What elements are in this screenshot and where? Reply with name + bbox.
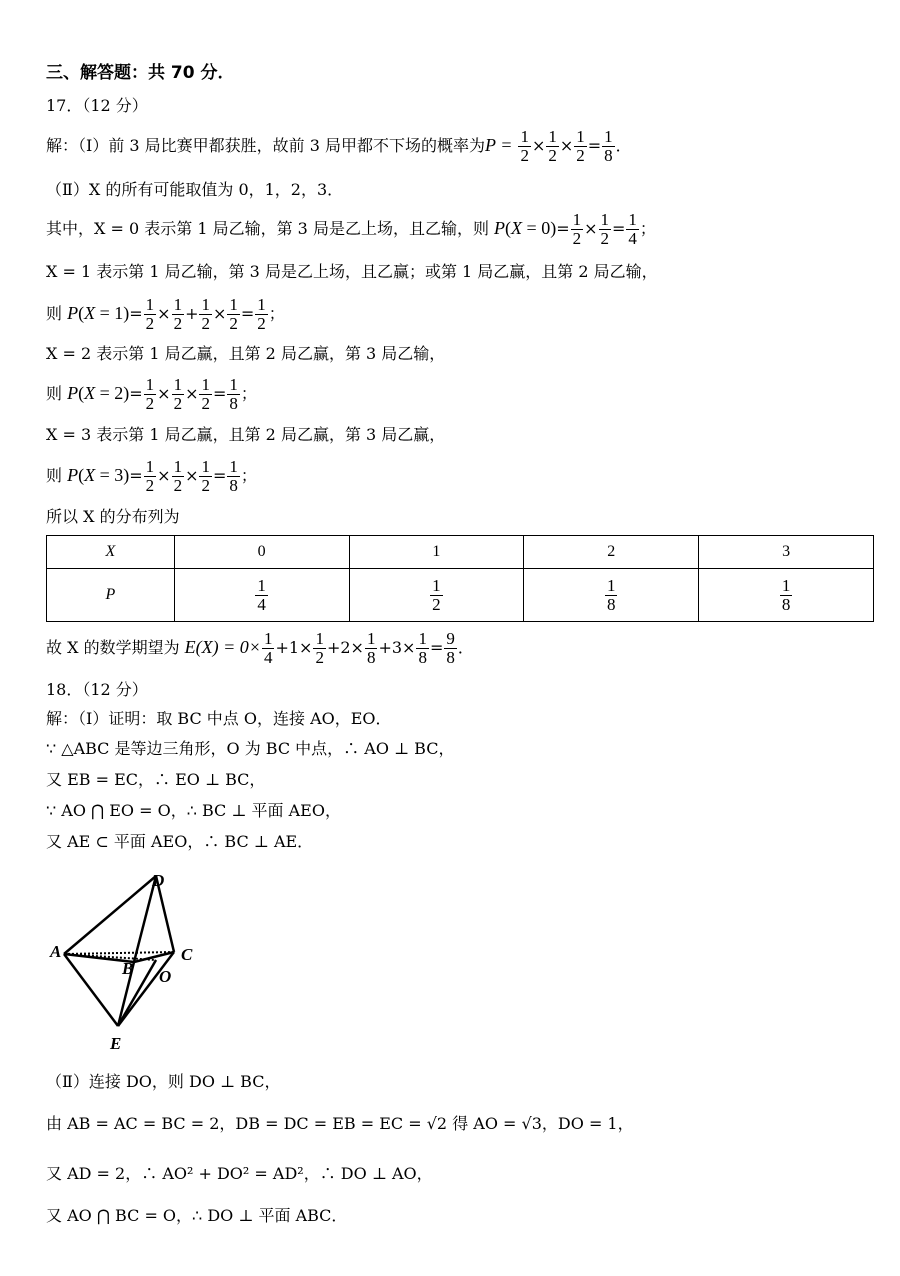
prob-den: 4 xyxy=(257,594,266,614)
q17-header: 17．（12 分） xyxy=(46,96,148,115)
q17-x2-prob: 则 P(X = 2)= $\frac{1}{2}$ × $\frac{1}{2}$ × $\frac{1}{2}$ = $\frac{1}{8}$ ； xyxy=(46,375,257,413)
q18-line: 又 EB = EC，∴ EO ⊥ BC， xyxy=(46,770,266,789)
table-cell: 1 xyxy=(349,536,524,569)
label-o: O xyxy=(159,967,172,986)
q17-part1-eq: P = xyxy=(485,135,513,155)
table-cell xyxy=(524,569,699,622)
q18-header: 18．（12 分） xyxy=(46,680,148,699)
q17-x2-prefix: 则 xyxy=(46,384,63,403)
label-d: D xyxy=(152,871,165,890)
q18-line: 又 AE ⊂ 平面 AEO，∴ BC ⊥ AE． xyxy=(46,832,314,851)
q17-x1-prob: 则 P(X = 1)= $\frac{1}{2}$ × $\frac{1}{2}$ + $\frac{1}{2}$ × $\frac{1}{2}$ = $\frac{1}{2}$ ； xyxy=(46,295,285,333)
q17-dist-intro: 所以 X 的分布列为 xyxy=(46,507,180,526)
table-cell xyxy=(349,569,524,622)
section-title: 三、解答题：共 70 分． xyxy=(46,63,235,83)
prob-num: 1 xyxy=(432,575,441,595)
q17-x3-text: X = 3 表示第 1 局乙赢，且第 2 局乙赢，第 3 局乙赢， xyxy=(46,425,446,444)
table-header-p: P xyxy=(47,569,175,622)
q18-line: ∵ AO ⋂ EO = O，∴ BC ⊥ 平面 AEO， xyxy=(46,801,341,820)
q17-part1-text: 解：（Ⅰ）前 3 局比赛甲都获胜，故前 3 局甲都不下场的概率为 xyxy=(46,136,486,155)
table-cell xyxy=(699,569,874,622)
table-row xyxy=(47,569,874,622)
prob-num: 1 xyxy=(257,575,266,595)
q18-line: ∵ △ABC 是等边三角形，O 为 BC 中点，∴ AO ⊥ BC， xyxy=(46,739,455,758)
q18-line: 又 AD = 2，∴ AO² + DO² = AD²，∴ DO ⊥ AO， xyxy=(46,1164,433,1183)
prob-num: 1 xyxy=(606,575,616,595)
q18-line: 又 AO ⋂ BC = O，∴ DO ⊥ 平面 ABC． xyxy=(46,1206,348,1225)
prob-den: 8 xyxy=(781,594,791,614)
q17-x0-text: 其中，X = 0 表示第 1 局乙输，第 3 局是乙上场，且乙输，则 xyxy=(46,219,489,238)
q18-line: （Ⅱ）连接 DO，则 DO ⊥ BC， xyxy=(46,1072,281,1091)
table-row xyxy=(47,536,874,569)
distribution-table xyxy=(46,535,874,622)
exp-den: 8 xyxy=(446,648,455,667)
q17-x1-text: X = 1 表示第 1 局乙输，第 3 局是乙上场，且乙赢；或第 1 局乙赢，且第 2 局乙输， xyxy=(46,262,658,281)
q17-x2-text: X = 2 表示第 1 局乙赢，且第 2 局乙赢，第 3 局乙输， xyxy=(46,344,446,363)
prob-den: 2 xyxy=(432,594,441,614)
label-e: E xyxy=(110,1034,122,1053)
q17-x3-prob: 则 P(X = 3)= $\frac{1}{2}$ × $\frac{1}{2}$ × $\frac{1}{2}$ = $\frac{1}{8}$ ； xyxy=(46,457,257,495)
q17-exp-prefix: 故 X 的数学期望为 xyxy=(46,638,180,657)
table-header-x: X xyxy=(47,536,175,569)
label-a: A xyxy=(50,942,62,961)
q17-x0: 其中，X = 0 表示第 1 局乙输，第 3 局是乙上场，且乙输，则 P(X = 0)= $\frac{1}{2}$ × $\frac{1}{2}$ = $\frac{1}{4}$ ； xyxy=(46,210,656,248)
q17-x3-prefix: 则 xyxy=(46,466,63,485)
table-cell xyxy=(174,569,349,622)
tetrahedron-figure xyxy=(46,866,216,1060)
tetrahedron-diagram xyxy=(46,866,216,1056)
label-b: B xyxy=(122,959,134,978)
exp-num: 9 xyxy=(446,629,455,648)
q17-exp-eq: E(X) = 0× xyxy=(184,637,261,657)
q17-expectation: 故 X 的数学期望为 E(X) = 0× $\frac{1}{4}$ +1× $\frac{1}{2}$ +2× $\frac{1}{8}$ +3× $\frac{1}{8}$ = $\frac{9}{8}$ ． xyxy=(46,629,474,667)
q17-part1: 解：（Ⅰ）前 3 局比赛甲都获胜，故前 3 局甲都不下场的概率为P = $\frac{1}{2}$ × $\frac{1}{2}$ × $\frac{1}{2}$ = $\frac{1}{8}$ ． xyxy=(46,127,632,165)
q18-line: 解：（Ⅰ）证明：取 BC 中点 O，连接 AO，EO． xyxy=(46,709,392,728)
label-c: C xyxy=(181,945,193,964)
q17-x1-prefix: 则 xyxy=(46,304,63,323)
prob-den: 8 xyxy=(606,594,616,614)
q17-part2: （Ⅱ）X 的所有可能取值为 0，1，2，3． xyxy=(46,180,344,199)
table-cell: 0 xyxy=(174,536,349,569)
q18-line: 由 AB = AC = BC = 2，DB = DC = EB = EC = √2 得 AO = √3，DO = 1， xyxy=(46,1114,634,1133)
table-cell: 2 xyxy=(524,536,699,569)
prob-num: 1 xyxy=(781,575,791,595)
table-cell: 3 xyxy=(699,536,874,569)
